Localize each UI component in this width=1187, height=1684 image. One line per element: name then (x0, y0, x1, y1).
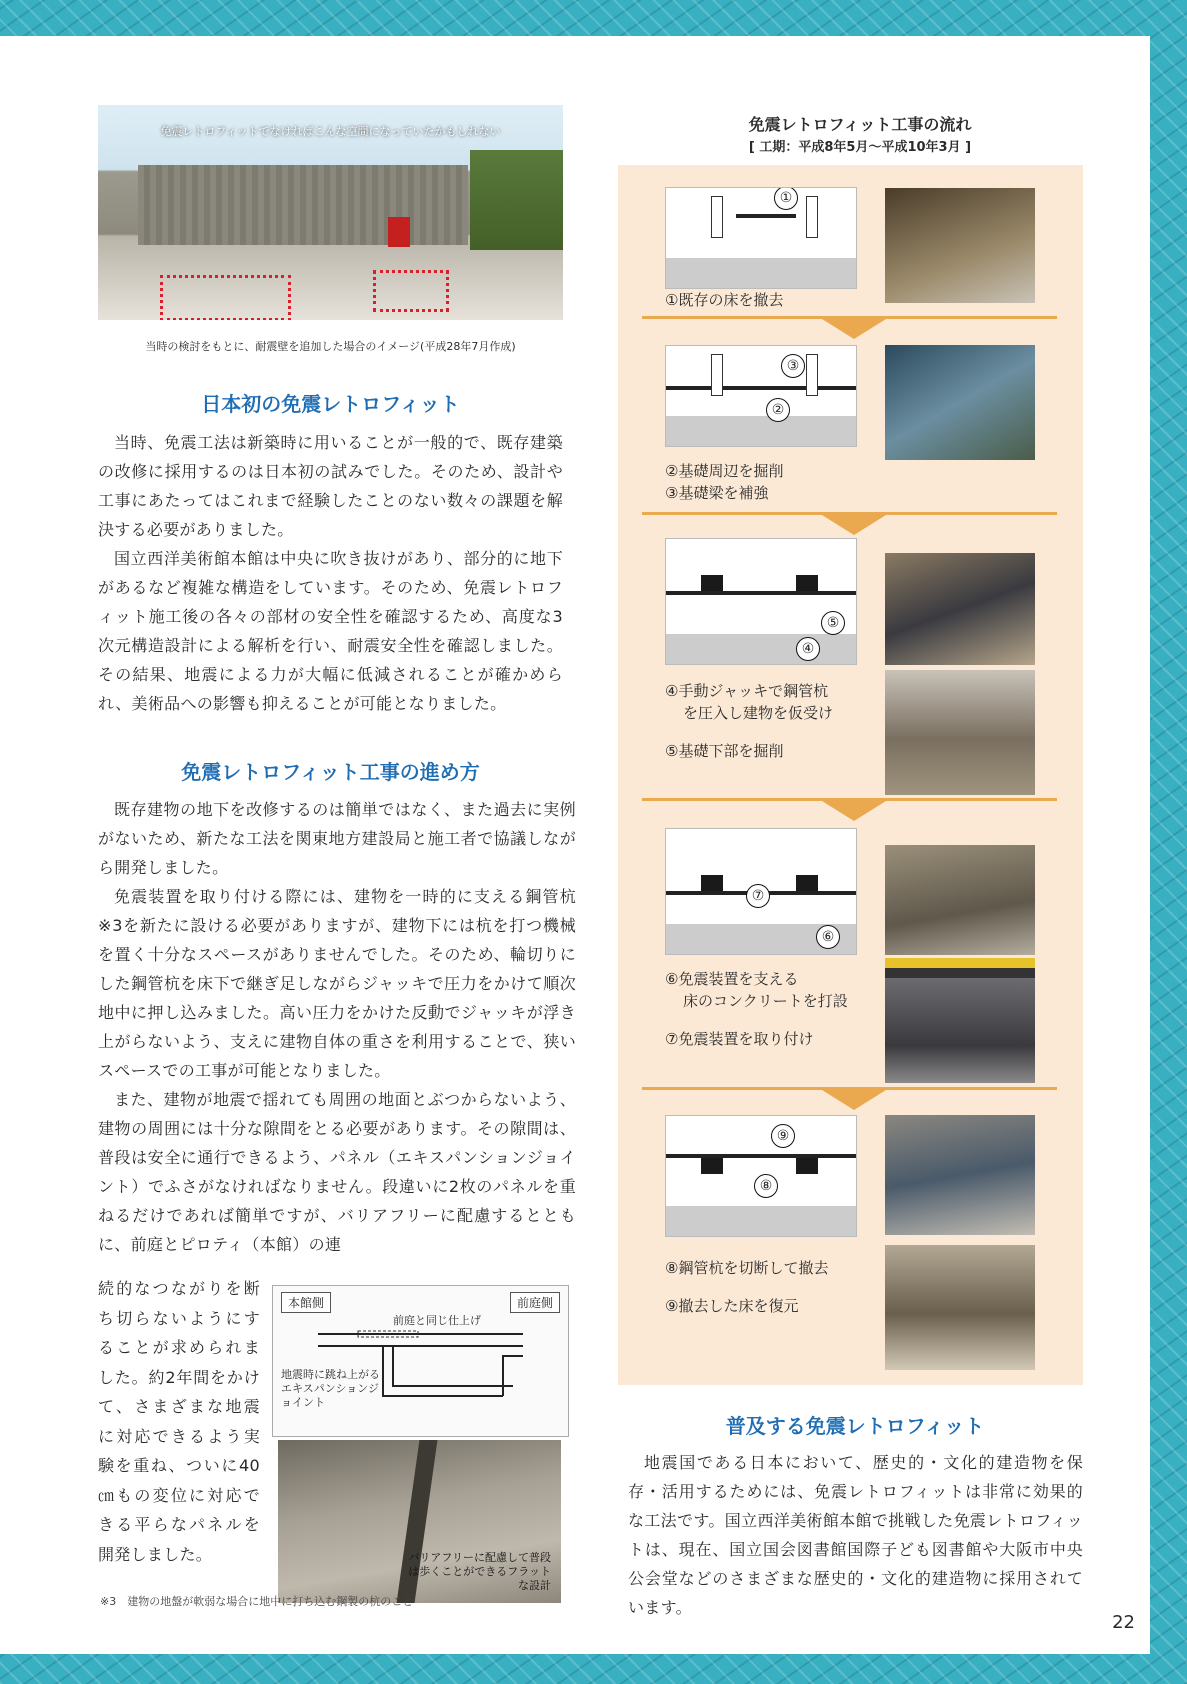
section2-body (98, 795, 576, 1259)
ground (666, 258, 856, 288)
step2-photo (885, 345, 1035, 460)
shear-wall-marker-2 (373, 270, 449, 312)
building-facade (138, 165, 468, 245)
isolator (796, 1158, 818, 1174)
flow-period: [ 工期：平成8年5月〜平成10年3月 ] (748, 140, 972, 155)
flow-arrow (642, 316, 1057, 338)
joint-section-drawing (273, 1286, 568, 1436)
paragraph: 既存建物の地下を改修するのは簡単ではなく、また過去に実例がないため、新たな工法を関東地方建設局と施工者で協議しながら開発しました。 (98, 800, 576, 877)
step-number: ② (766, 398, 790, 422)
step1-photo (885, 188, 1035, 303)
step-line: 床のコンクリートを打設 (683, 992, 848, 1010)
museum-image (98, 105, 563, 320)
flow-arrow (642, 798, 1057, 820)
step-line: ⑤基礎下部を掘削 (665, 742, 784, 760)
step4-photo-b (885, 958, 1035, 1083)
joint-label: 地震時に跳ね上がるエキスパンションジョイント (281, 1368, 380, 1409)
step3-photo-b (885, 670, 1035, 795)
step-line: ③基礎梁を補強 (665, 484, 769, 502)
beam (666, 386, 856, 390)
isolator (701, 1158, 723, 1174)
step4-diagram (665, 828, 857, 955)
step5-photo-b (885, 1245, 1035, 1370)
section1-body (98, 428, 563, 718)
step-number: ③ (781, 354, 805, 378)
red-window (388, 217, 410, 247)
step-line: ⑦免震装置を取り付け (665, 1030, 814, 1048)
column (806, 196, 818, 238)
paragraph: また、建物が地震で揺れても周囲の地面とぶつからないよう、建物の周囲には十分な隙間をとる必要があります。その隙間は、普段は安全に通行できるよう、パネル（エキスパンションジョイント）でふさがなければなりません。段違いに2枚のパネルを重ねるだけであれば簡単ですが、バリアフリーに配慮するとともに、前庭とピロティ（本館）の連 (98, 1090, 576, 1254)
step5-text (665, 1257, 828, 1317)
column (806, 354, 818, 396)
isolator (796, 875, 818, 891)
step-line: を圧入し建物を仮受け (683, 704, 834, 722)
step-line: ⑨撤去した床を復元 (665, 1297, 799, 1315)
column (711, 196, 723, 238)
paragraph: 免震装置を取り付ける際には、建物を一時的に支える鋼管杭※3を新たに設ける必要がありますが、建物下には杭を打つ機械を置く十分なスペースがありませんでした。そのため、輪切りにした鋼管杭を床下で継ぎ足しながらジャッキで圧力をかけて順次地中に押し込みました。高い圧力をかけた反動でジャッキが浮き上がらないよう、支えに建物自体の重さを利用することで、狭いスペースでの工事が可能となりました。 (98, 887, 576, 1080)
step3-text (665, 680, 833, 762)
finish-label: 前庭と同じ仕上げ (393, 1314, 481, 1327)
footnote: ※3 建物の地盤が軟弱な場合に地中に打ち込む鋼製の杭のこと (100, 1595, 414, 1608)
step2-text (665, 460, 783, 504)
flow-arrow (642, 1087, 1057, 1109)
floor-slab (666, 1154, 856, 1158)
step-line: ②基礎周辺を掘削 (665, 462, 784, 480)
paragraph: 当時、免震工法は新築時に用いることが一般的で、既存建築の改修に採用するのは日本初の試みでした。そのため、設計や工事にあたってはこれまで経験したことのない数々の課題を解決する必要がありました。 (98, 433, 563, 539)
step1-diagram (665, 187, 857, 289)
flow-title: 免震レトロフィット工事の流れ (748, 115, 972, 134)
paragraph: 地震国である日本において、歴史的・文化的建造物を保存・活用するためには、免震レトロフィットは非常に効果的な工法です。国立西洋美術館本館で挑戦した免震レトロフィットは、現在、国立国会図書館国際子ども図書館や大阪市中央公会堂などのさまざまな歴史的・文化的建造物に採用されています。 (628, 1453, 1083, 1617)
section2-wrap-text: 続的なつながりを断ち切らないようにすることが求められました。約2年間をかけて、さまざまな地震に対応できるよう実験を重ね、ついに40㎝もの変位に対応できる平らなパネルを開発しました。 (98, 1279, 260, 1564)
column (711, 354, 723, 396)
ground (666, 634, 856, 664)
step-line: ①既存の床を撤去 (665, 291, 784, 309)
expansion-joint-diagram (272, 1285, 569, 1437)
paragraph: 国立西洋美術館本館は中央に吹き抜けがあり、部分的に地下があるなど複雑な構造をしています。そのため、免震レトロフィット施工後の各々の部材の安全性を確認するため、高度な3次元構造設計による解析を行い、耐震安全性を確認しました。その結果、地震による力が大幅に低減されることが確かめられ、美術品への影響も抑えることが可能となりました。 (98, 549, 563, 713)
ground (666, 416, 856, 446)
photo-caption: 当時の検討をもとに、耐震壁を追加した場合のイメージ(平成28年7月作成) (145, 340, 516, 353)
step1-text (665, 289, 783, 311)
ramp-caption: バリアフリーに配慮して普段は歩くことができるフラットな設計 (408, 1551, 551, 1592)
foundation (701, 575, 723, 591)
flow-arrow (642, 512, 1057, 534)
step3-photo-a (885, 553, 1035, 665)
step4-text (665, 968, 848, 1050)
page-number: 22 (1112, 1612, 1135, 1633)
photo-overlay-caption: 免震レトロフィットでなければこんな空間になっていたかもしれない (160, 125, 501, 138)
shear-wall-marker-1 (160, 275, 291, 320)
foundation (796, 575, 818, 591)
step-line: ⑥免震装置を支える (665, 970, 799, 988)
front-garden-side-label: 前庭側 (510, 1292, 560, 1313)
step-number: ⑧ (754, 1174, 778, 1198)
step-line: ⑧鋼管杭を切断して撤去 (665, 1259, 829, 1277)
section-heading-first-retrofit: 日本初の免震レトロフィット (201, 392, 460, 416)
beam (666, 591, 856, 595)
trees (470, 150, 563, 250)
step2-diagram (665, 345, 857, 447)
ramp-photo (278, 1440, 561, 1603)
step4-photo-a (885, 845, 1035, 955)
main-building-side-label: 本館側 (281, 1292, 331, 1313)
step5-diagram (665, 1115, 857, 1237)
isolator (701, 875, 723, 891)
step-number: ⑥ (816, 925, 840, 949)
step-number: ④ (796, 637, 820, 661)
step5-photo-a (885, 1115, 1035, 1235)
step-number: ⑤ (821, 611, 845, 635)
section-heading-construction-method: 免震レトロフィット工事の進め方 (181, 760, 480, 784)
floor-slab (736, 214, 796, 218)
section3-body (628, 1448, 1083, 1622)
step-number: ⑦ (746, 884, 770, 908)
step3-diagram (665, 538, 857, 665)
section-heading-spreading-retrofit: 普及する免震レトロフィット (725, 1414, 985, 1438)
step-line: ④手動ジャッキで鋼管杭 (665, 682, 829, 700)
ground (666, 1206, 856, 1236)
step-number: ⑨ (771, 1124, 795, 1148)
step-number: ① (774, 187, 798, 210)
